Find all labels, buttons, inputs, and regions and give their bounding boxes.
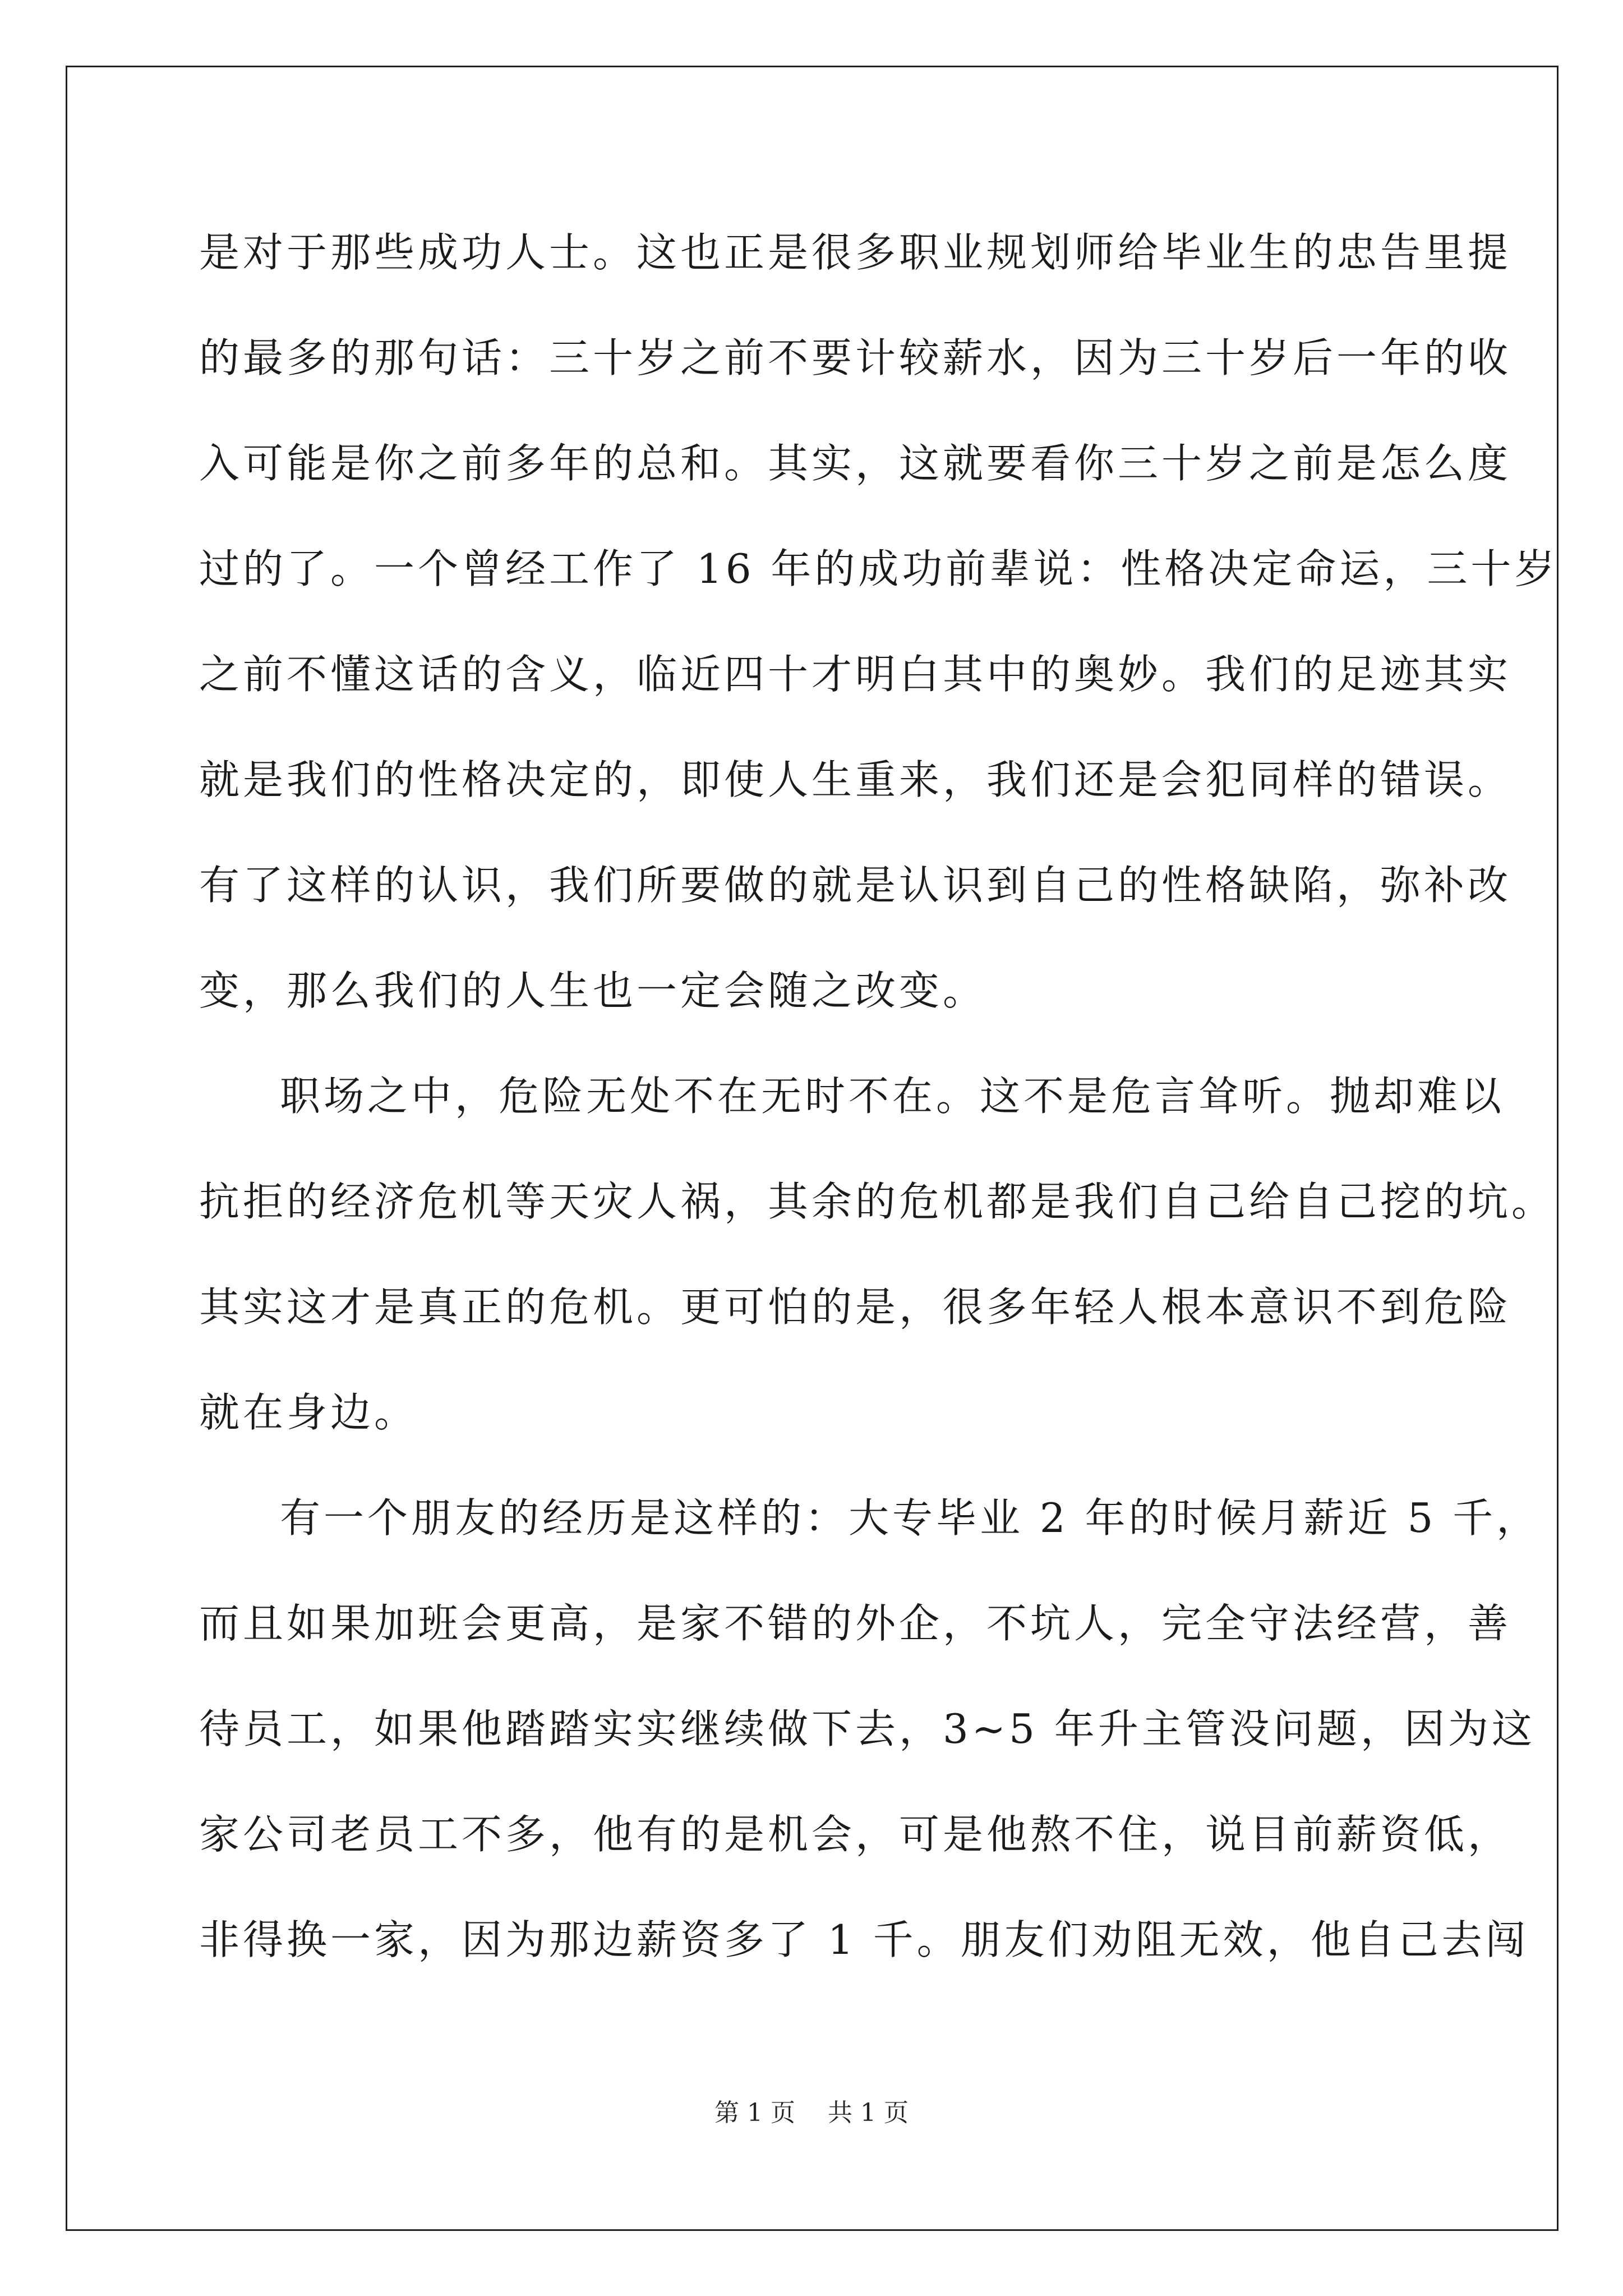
text-line-12: 就在身边。 bbox=[199, 1389, 418, 1436]
text-line-17: 非得换一家，因为那边薪资多了 1 千。朋友们劝阻无效，他自己去闯 bbox=[199, 1916, 1529, 1963]
text-line-6: 就是我们的性格决定的，即使人生重来，我们还是会犯同样的错误。 bbox=[199, 756, 1512, 803]
text-line-11: 其实这才是真正的危机。更可怕的是，很多年轻人根本意识不到危险 bbox=[199, 1283, 1512, 1331]
text-line-14: 而且如果加班会更高，是家不错的外企，不坑人，完全守法经营，善 bbox=[199, 1600, 1512, 1647]
text-line-7: 有了这样的认识，我们所要做的就是认识到自己的性格缺陷，弥补改 bbox=[199, 862, 1512, 909]
text-line-13: 有一个朋友的经历是这样的：大专毕业 2 年的时候月薪近 5 千， bbox=[280, 1494, 1541, 1542]
text-line-1: 是对于那些成功人士。这也正是很多职业规划师给毕业生的忠告里提 bbox=[199, 229, 1512, 276]
text-line-16: 家公司老员工不多，他有的是机会，可是他熬不住，说目前薪资低， bbox=[199, 1811, 1512, 1858]
text-line-10: 抗拒的经济危机等天灾人祸，其余的危机都是我们自己给自己挖的坑。 bbox=[199, 1178, 1556, 1225]
text-line-4: 过的了。一个曾经工作了 16 年的成功前辈说：性格决定命运，三十岁 bbox=[199, 545, 1559, 592]
page-total: 共 1 页 bbox=[828, 2099, 909, 2127]
page-footer bbox=[0, 2092, 1623, 2128]
page-number: 第 1 页 bbox=[714, 2099, 795, 2127]
text-line-3: 入可能是你之前多年的总和。其实，这就要看你三十岁之前是怎么度 bbox=[199, 440, 1512, 487]
text-line-15: 待员工，如果他踏踏实实继续做下去，3~5 年升主管没问题，因为这 bbox=[199, 1705, 1536, 1752]
text-line-5: 之前不懂这话的含义，临近四十才明白其中的奥妙。我们的足迹其实 bbox=[199, 651, 1512, 698]
text-line-8: 变，那么我们的人生也一定会随之改变。 bbox=[199, 967, 987, 1014]
document-body bbox=[199, 200, 1559, 1993]
text-line-2: 的最多的那句话：三十岁之前不要计较薪水，因为三十岁后一年的收 bbox=[199, 334, 1512, 381]
text-line-9: 职场之中，危险无处不在无时不在。这不是危言耸听。抛却难以 bbox=[280, 1073, 1505, 1120]
